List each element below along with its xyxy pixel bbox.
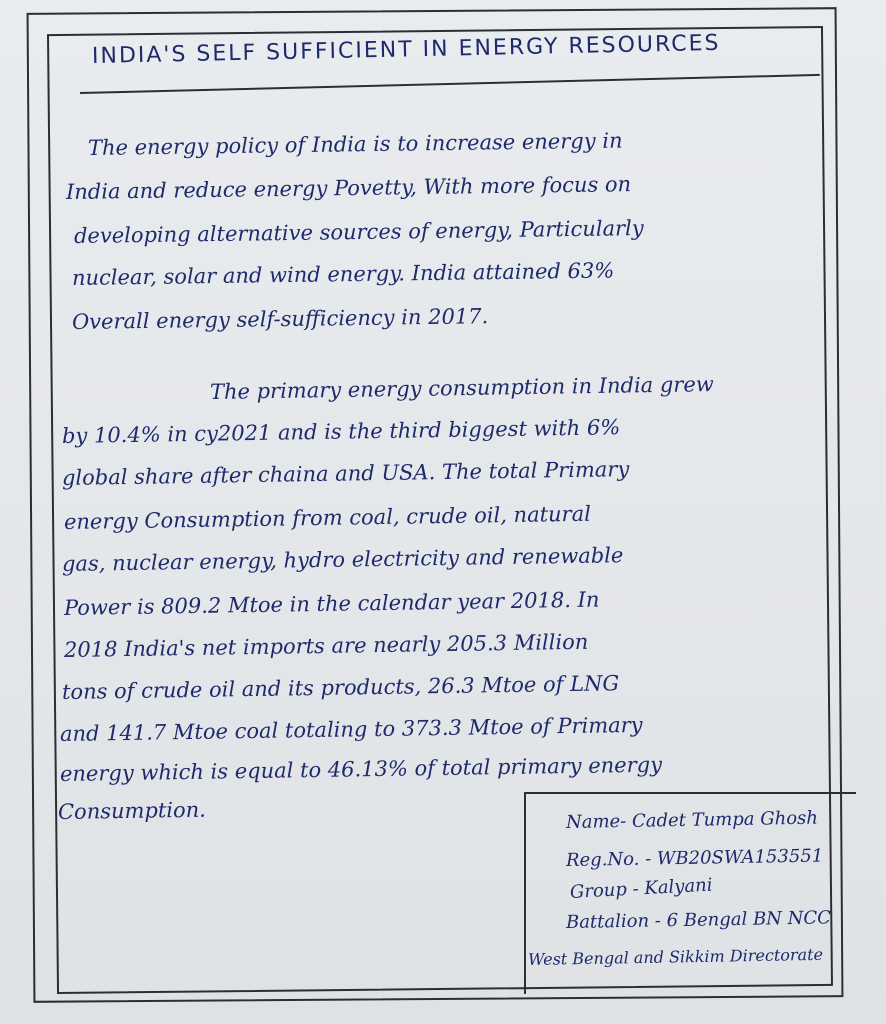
paragraph-line: energy Consumption from coal, crude oil, natural: [63, 501, 592, 534]
cadet-name: Name- Cadet Tumpa Ghosh: [565, 807, 819, 833]
paragraph-line: Overall energy self-sufficiency in 2017.: [71, 304, 489, 334]
paragraph-line: Consumption.: [57, 797, 207, 824]
registration-number: Reg.No. - WB20SWA153551: [565, 845, 824, 871]
paragraph-line: and 141.7 Mtoe coal totaling to 373.3 Mtoe of Primary: [59, 712, 643, 746]
battalion-name: Battalion - 6 Bengal BN NCC: [565, 907, 832, 933]
paragraph-line: by 10.4% in cy2021 and is the third biggest with 6%: [61, 415, 621, 448]
paragraph-line: The primary energy consumption in India grew: [209, 372, 714, 404]
paragraph-line: global share after chaina and USA. The total Primary: [61, 457, 630, 490]
paragraph-line: tons of crude oil and its products, 26.3 Mtoe of LNG: [61, 671, 620, 704]
page-title: INDIA'S SELF SUFFICIENT IN ENERGY RESOURCES: [91, 30, 721, 69]
paragraph-line: developing alternative sources of energy, Particularly: [73, 216, 644, 248]
paragraph-line: The energy policy of India is to increase energy in: [87, 128, 623, 160]
paragraph-line: 2018 India's net imports are nearly 205.3 Million: [63, 629, 589, 662]
group-name: Group - Kalyani: [569, 874, 714, 903]
paragraph-line: energy which is equal to 46.13% of total primary energy: [59, 752, 663, 786]
directorate-name: West Bengal and Sikkim Directorate: [527, 944, 824, 969]
paragraph-line: India and reduce energy Povetty, With more focus on: [65, 172, 632, 204]
paragraph-line: nuclear, solar and wind energy. India attained 63%: [71, 258, 615, 290]
paragraph-line: Power is 809.2 Mtoe in the calendar year 2018. In: [63, 587, 600, 620]
paragraph-line: gas, nuclear energy, hydro electricity and renewable: [61, 543, 624, 576]
